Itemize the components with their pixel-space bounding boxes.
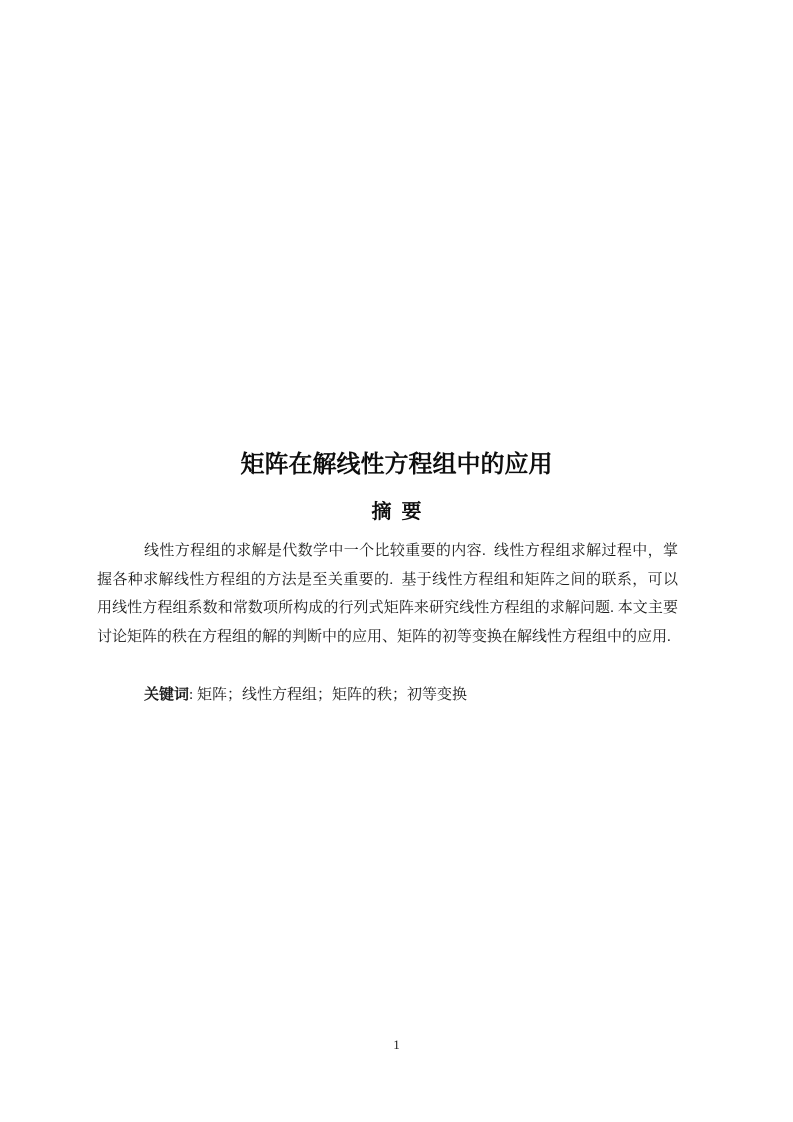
keywords-items: 矩阵；线性方程组；矩阵的秩；初等变换 <box>196 687 467 703</box>
document-title: 矩阵在解线性方程组中的应用 <box>240 451 553 478</box>
page-number: 1 <box>393 1037 400 1052</box>
keywords-separator: : <box>189 687 197 703</box>
keywords-line <box>97 681 678 710</box>
abstract-heading: 摘要 <box>371 501 432 523</box>
abstract-paragraph: 线性方程组的求解是代数学中一个比较重要的内容. 线性方程组求解过程中，掌握各种求解线性方程组的方法是至关重要的. 基于线性方程组和矩阵之间的联系，可以用线性方程组系数和常数项所构成的行列式矩阵来研究线性方程组的求解问题. 本文主要讨论矩阵的秩在方程组的解的判断中的应用、矩阵的初等变换在解线性方程组中的应用. <box>97 543 678 645</box>
keywords-label: 关键词 <box>144 687 190 703</box>
